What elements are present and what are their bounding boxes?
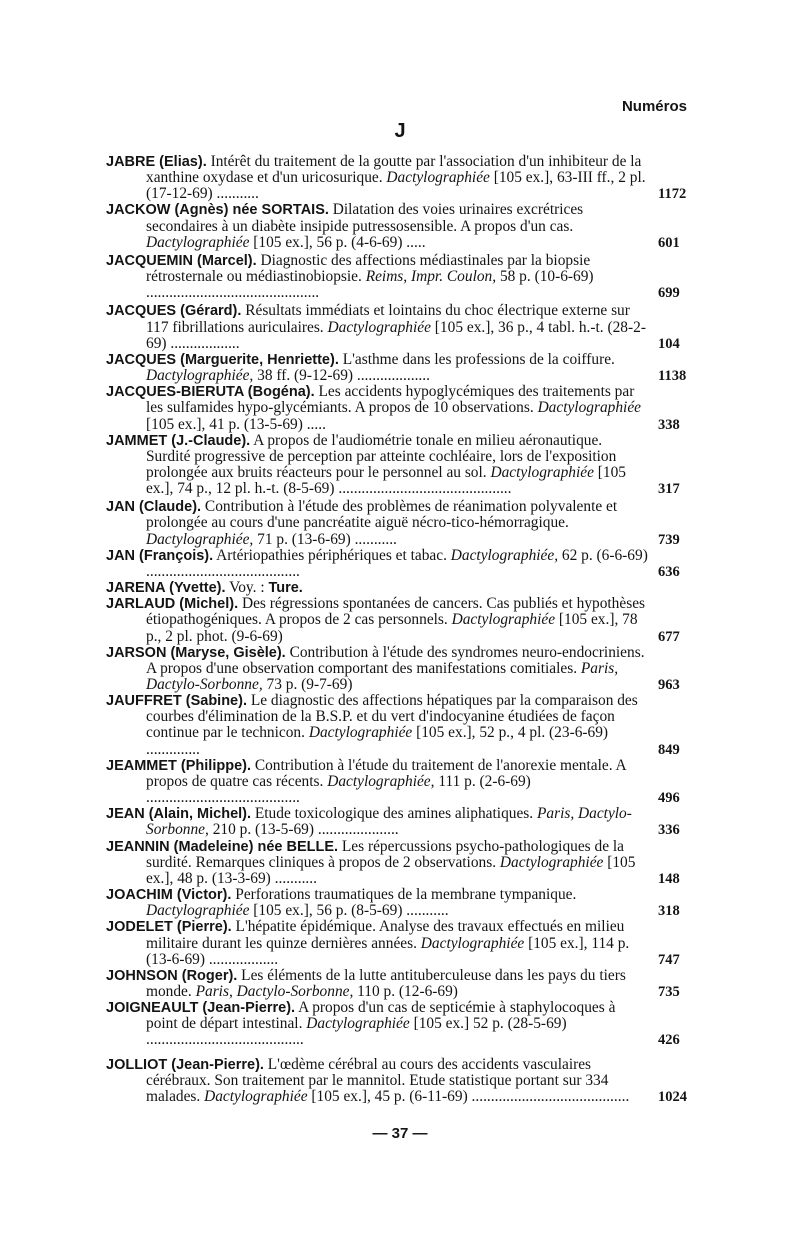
entry-details: 210 p. (13-5-69) ..................... [208,821,399,839]
entry-author: JACQUES (Gérard). [106,303,242,320]
entry-title: Etude toxicologique des amines aliphatiques. [251,805,537,823]
entry-publisher: Dactylographiée, [146,530,254,548]
entry-publisher: Dactylographiée, [327,772,435,790]
entry-author: JODELET (Pierre). [106,919,232,936]
entry-title: Artériopathies périphériques et tabac. [213,546,451,564]
entry-details: [105 ex.], 48 p. (13-3-69) ........... [146,853,636,887]
entry-publisher: Reims, Impr. Coulon, [365,268,497,286]
entry-author: JACQUEMIN (Marcel). [106,252,257,269]
entry-publisher: Dactylographiée [537,399,641,417]
bibliography-entry: JACQUEMIN (Marcel). Diagnostic des affections médiastinales par la biopsie rétrosternale ou médiastinobiopsie. Reims, Impr. Coulon, 58 p. (10-6-69) ............................................. 699 [106,251,680,302]
bibliography-entry: JOACHIM (Victor). Perforations traumatiques de la membrane tympanique. Dactylographiée [105 ex.], 56 p. (8-5-69) ........... 318 [106,886,680,920]
bibliography-entry: JACQUES-BIERUTA (Bogéna). Les accidents hypoglycémiques des traitements par les sulfamides hypo-glycémiants. A propos de 10 observations. Dactylographiée [105 ex.], 41 p. (13-5-69) ..... 338 [106,383,680,433]
entry-details: [105 ex.], 41 p. (13-5-69) ..... [146,415,326,433]
entry-author: JOACHIM (Victor). [106,887,232,904]
entry-author: JAMMET (J.-Claude). [106,432,251,449]
entry-author: JARENA (Yvette). [106,580,226,597]
entry-details: 111 p. (2-6-69) ........................................ [146,772,531,807]
entry-publisher: Dactylographiée [308,724,413,742]
entry-details: [105 ex.], 78 p., 2 pl. phot. (9-6-69) [146,611,638,645]
entry-author: JAN (François). [106,547,214,564]
entry-author: JACKOW (Agnès) née SORTAIS. [106,202,329,219]
entry-title: Des régressions spontanées de cancers. Cas publiés et hypothèses étiopathogéniques. A propos de 2 cas personnels. [146,595,646,629]
entry-title: Résultats immédiats et lointains du choc électrique externe sur 117 fibrillations auriculaires. [146,302,630,336]
entry-title: L'hépatite épidémique. Analyse des travaux effectués en milieu militaire durant les quinze dernières années. [146,918,625,952]
bibliography-entry: JACKOW (Agnès) née SORTAIS. Dilatation des voies urinaires excrétrices secondaires à un diabète insipide putressosensible. A propos d'un cas. Dactylographiée [105 ex.], 56 p. (4-6-69) ..... 601 [106,201,680,251]
entry-author: JOHNSON (Roger). [106,967,238,984]
entry-title: Intérêt du traitement de la goutte par l'association d'un inhibiteur de la xanthine oxydase et d'un uricosurique. [146,153,642,187]
bibliography-entry: JOHNSON (Roger). Les éléments de la lutte antituberculeuse dans les pays du tiers monde. Paris, Dactylo-Sorbonne, 110 p. (12-6-69) 735 [106,966,680,1000]
entry-author: JAN (Claude). [106,499,202,516]
entry-publisher: Dactylographiée [490,463,594,481]
entry-author: JEANNIN (Madeleine) née BELLE. [106,838,339,855]
entry-author: JEAN (Alain, Michel). [106,806,252,823]
entry-details: 58 p. (10-6-69) ............................................. [146,268,594,302]
entry-details: [105 ex.], 45 p. (6-11-69) ......................................... [307,1087,630,1105]
bibliography-entry: JAUFFRET (Sabine). Le diagnostic des affections hépatiques par la comparaison des courbes d'élimination de la B.S.P. et du vert d'indocyanine étudiées de façon continue par le technicon. Dactylographiée [105 ex.], 52 p., 4 pl. (23-6-69) .............. 849 [106,692,680,758]
entry-details: [105 ex.] 52 p. (28-5-69) ......................................... [146,1015,567,1049]
entry-title: Les accidents hypoglycémiques des traitements par les sulfamides hypo-glycémiants. A propos de 10 observations. [146,383,635,417]
bibliography-entry: JEAMMET (Philippe). Contribution à l'étude du traitement de l'anorexie mentale. A propos de quatre cas récents. Dactylographiée, 111 p. (2-6-69) ........................................ 496 [106,756,680,807]
bibliography-entry: JOLLIOT (Jean-Pierre). L'œdème cérébral au cours des accidents vasculaires cérébraux. Son traitement par le mannitol. Etude statistique portant sur 334 malades. Dactylographiée [105 ex.], 45 p. (6-11-69) ......................................... 1024 [106,1055,687,1105]
entry-title: L'asthme dans les professions de la coiffure. [338,350,615,368]
bibliography-entry: JACQUES (Marguerite, Henriette). L'asthme dans les professions de la coiffure. Dactylographiée, 38 ff. (9-12-69) ................... 1138 [106,350,687,385]
entry-details: 62 p. (6-6-69) ........................................ [146,546,648,580]
entry-author: JOLLIOT (Jean-Pierre). [106,1056,264,1073]
bibliography-entry: JODELET (Pierre). L'hépatite épidémique. Analyse des travaux effectués en milieu militaire durant les quinze dernières années. Dactylographiée [105 ex.], 114 p. (13-6-69) .................. 747 [106,918,680,968]
entry-publisher: Dactylographiée [386,169,490,187]
entry-title: Le diagnostic des affections hépatiques par la comparaison des courbes d'élimination de la B.S.P. et du vert d'indocyanine étudiées de façon continue par le technicon. [146,692,638,742]
page-header-label: Numéros [621,98,687,115]
bibliography-entry: JOIGNEAULT (Jean-Pierre). A propos d'un cas de septicémie à staphylocoques à point de départ intestinal. Dactylographiée [105 ex.] 52 p. (28-5-69) ......................................... 426 [106,999,680,1049]
entry-details: [105 ex.], 114 p. (13-6-69) .................. [146,934,630,968]
bibliography-entry: JAN (François). Artériopathies périphériques et tabac. Dactylographiée, 62 p. (6-6-69) ........................................ 636 [106,546,680,580]
bibliography-entry: JAMMET (J.-Claude). A propos de l'audiométrie tonale en milieu aéronautique. Surdité progressive de perception par atteinte cochléaire, lors de l'exposition prolongée aux bruits réacteurs pour le personnel au sol. Dactylographiée [105 ex.], 74 p., 12 pl. h.-t. (8-5-69) ............................................. 317 [106,431,680,498]
entry-title: Dilatation des voies urinaires excrétrices secondaires à un diabète insipide putressosensible. A propos d'un cas. [146,201,584,235]
entry-title: Les éléments de la lutte antituberculeuse dans les pays du tiers monde. [146,966,626,1000]
entry-author: JARSON (Maryse, Gisèle). [106,644,286,661]
entry-details: 71 p. (13-6-69) ........... [253,530,397,548]
entry-title: Contribution à l'étude du traitement de l'anorexie mentale. A propos de quatre cas récents. [146,756,626,790]
entry-details: [105 ex.], 56 p. (4-6-69) ..... [249,233,426,251]
entry-title: Les répercussions psycho-pathologiques de la surdité. Remarques cliniques à propos de 2 observations. [146,837,624,871]
bibliography-entry [106,580,698,596]
entry-details: [105 ex.], 63-III ff., 2 pl. (17-12-69) ........... [146,169,646,203]
entry-title: Contribution à l'étude des syndromes neuro-endocriniens. A propos d'une observation comportant des manifestations comitiales. [146,643,645,677]
entry-cross-reference: Ture. [268,580,303,597]
entry-author: JABRE (Elias). [106,154,207,170]
entry-publisher: Dactylographiée [499,853,604,871]
entry-author: JAUFFRET (Sabine). [106,693,247,710]
entry-author: JEAMMET (Philippe). [106,757,251,774]
entry-title: Perforations traumatiques de la membrane tympanique. [231,886,577,904]
entry-details: [105 ex.], 74 p., 12 pl. h.-t. (8-5-69) ............................................. [146,463,626,498]
entry-author: JACQUES (Marguerite, Henriette). [106,351,339,368]
entry-publisher: Paris, Dactylo-Sorbonne, [195,982,354,1000]
entry-author: JOIGNEAULT (Jean-Pierre). [106,1000,296,1017]
bibliography-entry: JABRE (Elias). Intérêt du traitement de la goutte par l'association d'un inhibiteur de la xanthine oxydase et d'un uricosurique. Dactylographiée [105 ex.], 63-III ff., 2 pl. (17-12-69) ........... 1172 [106,153,687,203]
entry-details: [105 ex.], 52 p., 4 pl. (23-6-69) .............. [146,724,609,758]
bibliography-entry: JACQUES (Gérard). Résultats immédiats et lointains du choc électrique externe sur 117 fibrillations auriculaires. Dactylographiée [105 ex.], 36 p., 4 tabl. h.-t. (28-2-69) .................. 104 [106,302,680,352]
entry-details: 38 ff. (9-12-69) ................... [253,367,430,385]
entry-details: 110 p. (12-6-69) [353,982,458,1000]
bibliography-entry: JEANNIN (Madeleine) née BELLE. Les répercussions psycho-pathologiques de la surdité. Remarques cliniques à propos de 2 observations. Dactylographiée [105 ex.], 48 p. (13-3-69) ........... 148 [106,837,680,887]
entry-publisher: Paris, Dactylo-Sorbonne, [146,659,619,693]
entry-details: [105 ex.], 56 p. (8-5-69) ........... [249,902,449,920]
entry-publisher: Dactylographiée [327,318,431,336]
bibliography-entry: JAN (Claude). Contribution à l'étude des problèmes de réanimation polyvalente et prolongée au cours d'une pancréatite aiguë nécro-tico-hémorragique. Dactylographiée, 71 p. (13-6-69) ........... 739 [106,498,680,548]
page-number: — 37 — [372,1125,428,1142]
entry-publisher: Dactylographiée [204,1087,308,1105]
entry-author: JACQUES-BIERUTA (Bogéna). [106,384,315,401]
entry-publisher: Dactylographiée, [146,367,254,385]
bibliography-entry: JARLAUD (Michel). Des régressions spontanées de cancers. Cas publiés et hypothèses étiopathogéniques. A propos de 2 cas personnels. Dactylographiée [105 ex.], 78 p., 2 pl. phot. (9-6-69) 677 [106,595,680,645]
entry-publisher: Dactylographiée [306,1015,410,1033]
entry-title: Diagnostic des affections médiastinales par la biopsie rétrosternale ou médiastinobiopsie. [146,251,591,286]
entry-title: Voy. : [225,579,269,597]
bibliography-entry: JARSON (Maryse, Gisèle). Contribution à l'étude des syndromes neuro-endocriniens. A propos d'une observation comportant des manifestations comitiales. Paris, Dactylo-Sorbonne, 73 p. (9-7-69) 963 [106,643,680,693]
section-letter: J [394,120,406,142]
bibliography-entry: JEAN (Alain, Michel). Etude toxicologique des amines aliphatiques. Paris, Dactylo-Sorbonne, 210 p. (13-5-69) ..................... 336 [106,805,680,839]
entry-title: A propos d'un cas de septicémie à staphylocoques à point de départ intestinal. [146,999,616,1033]
entry-author: JARLAUD (Michel). [106,596,239,613]
entry-publisher: Dactylographiée [146,902,250,920]
entry-title: A propos de l'audiométrie tonale en milieu aéronautique. Surdité progressive de perception par atteinte cochléaire, lors de l'exposition prolongée aux bruits réacteurs pour le personnel au sol. [146,431,617,481]
entry-publisher: Dactylographiée, [450,546,559,564]
bibliography-list [106,154,698,1105]
entry-title: Contribution à l'étude des problèmes de réanimation polyvalente et prolongée au cours d'une pancréatite aiguë nécro-tico-hémorragique. [146,498,618,532]
entry-details: [105 ex.], 36 p., 4 tabl. h.-t. (28-2-69) .................. [146,318,646,352]
entry-publisher: Paris, Dactylo-Sorbonne, [146,805,632,839]
entry-details: 73 p. (9-7-69) [262,676,353,693]
entry-publisher: Dactylographiée [420,934,525,952]
entry-title: L'œdème cérébral au cours des accidents vasculaires cérébraux. Son traitement par le mannitol. Etude statistique portant sur 334 malades. [146,1055,609,1105]
entry-publisher: Dactylographiée [146,233,250,251]
entry-publisher: Dactylographiée [451,611,556,629]
